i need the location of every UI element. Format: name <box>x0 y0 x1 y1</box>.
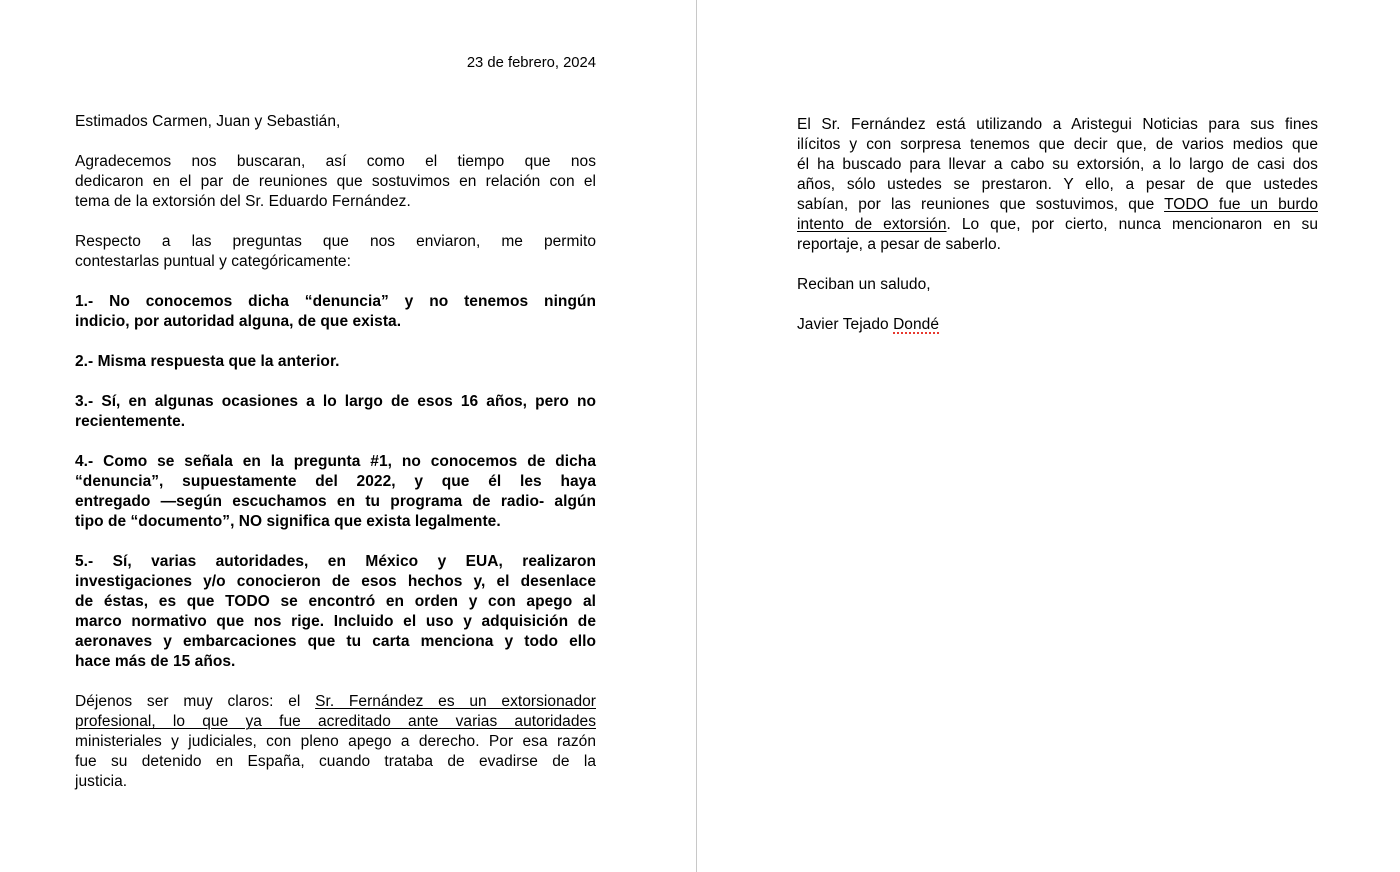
text-segment: indicio, por autoridad alguna, de que exista. <box>75 313 402 330</box>
letter-date: 23 de febrero, 2024 <box>466 55 596 71</box>
text-segment: contestarlas puntual y categóricamente: <box>75 253 351 270</box>
page-2-paragraphs <box>797 115 1318 335</box>
text-segment: años, sólo ustedes se prestaron. Y ello, a pesar de que ustedes <box>797 176 1318 193</box>
text-line <box>75 452 596 472</box>
text-segment: de éstas, es que TODO se encontró en orden y con apego al <box>75 593 596 610</box>
text-line <box>75 472 596 492</box>
paragraph-closing-statement <box>75 692 596 792</box>
text-line <box>797 195 1318 215</box>
text-segment: 1.- No conocemos dicha “denuncia” y no tenemos ningún <box>75 293 596 310</box>
text-segment: Reciban un saludo, <box>797 276 931 293</box>
text-segment: dedicaron en el par de reuniones que sostuvimos en relación con el <box>75 173 596 190</box>
letter-page-2 <box>697 0 1400 872</box>
text-segment: 3.- Sí, en algunas ocasiones a lo largo de esos 16 años, pero no <box>75 393 596 410</box>
text-segment: tema de la extorsión del Sr. Eduardo Fernández. <box>75 193 411 210</box>
text-line <box>75 152 596 172</box>
text-line <box>797 175 1318 195</box>
page-2-text-column <box>797 115 1318 355</box>
text-segment: justicia. <box>75 773 128 790</box>
answer-4 <box>75 452 596 532</box>
text-segment: ilícitos y con sorpresa tenemos que decir que, de varios medios que <box>797 136 1318 153</box>
text-line <box>75 632 596 652</box>
closing-salutation <box>797 275 1318 295</box>
paragraph-accusation <box>797 115 1318 255</box>
text-segment: fue su detenido en España, cuando trataba de evadirse de la <box>75 753 596 770</box>
answer-2 <box>75 352 596 372</box>
spellcheck-word: Dondé <box>893 316 939 333</box>
page-1-text-column <box>75 53 596 812</box>
text-segment: “denuncia”, supuestamente del 2022, y que él les haya <box>75 473 596 490</box>
text-line <box>797 275 1318 295</box>
text-line <box>75 512 596 532</box>
text-segment: entregado —según escuchamos en tu programa de radio- algún <box>75 493 596 510</box>
text-segment: Respecto a las preguntas que nos enviaron, me permito <box>75 233 596 250</box>
text-line <box>75 412 596 432</box>
text-line <box>797 235 1318 255</box>
text-segment: Agradecemos nos buscaran, así como el tiempo que nos <box>75 153 596 170</box>
underlined-phrase: TODO fue un burdo <box>1164 196 1318 213</box>
text-line <box>75 752 596 772</box>
underlined-phrase: profesional, lo que ya fue acreditado ante varias autoridades <box>75 713 596 730</box>
text-line <box>75 172 596 192</box>
letter-page-1 <box>0 0 696 872</box>
text-line <box>75 552 596 572</box>
text-line <box>75 252 596 272</box>
text-line <box>75 692 596 712</box>
text-line <box>75 652 596 672</box>
text-segment: tipo de “documento”, NO significa que exista legalmente. <box>75 513 501 530</box>
text-line <box>75 612 596 632</box>
text-line <box>75 352 596 372</box>
text-segment: Estimados Carmen, Juan y Sebastián, <box>75 113 341 130</box>
page-1-paragraphs <box>75 112 596 792</box>
text-line <box>75 312 596 332</box>
paragraph-thanks <box>75 152 596 212</box>
text-line <box>75 392 596 412</box>
answer-1 <box>75 292 596 332</box>
text-segment: aeronaves y embarcaciones que tu carta menciona y todo ello <box>75 633 596 650</box>
paragraph-intro-answers <box>75 232 596 272</box>
text-segment: 4.- Como se señala en la pregunta #1, no conocemos de dicha <box>75 453 596 470</box>
underlined-phrase: Sr. Fernández es un extorsionador <box>315 693 596 710</box>
text-segment: Déjenos ser muy claros: el <box>75 693 316 710</box>
text-segment: El Sr. Fernández está utilizando a Aristegui Noticias para sus fines <box>797 116 1318 133</box>
text-line <box>797 215 1318 235</box>
text-segment: 5.- Sí, varias autoridades, en México y EUA, realizaron <box>75 553 596 570</box>
text-segment: hace más de 15 años. <box>75 653 236 670</box>
text-segment: sabían, por las reuniones que sostuvimos, que <box>797 196 1165 213</box>
text-line <box>75 572 596 592</box>
text-line <box>797 155 1318 175</box>
text-line <box>797 315 1318 335</box>
text-segment: investigaciones y/o conocieron de esos hechos y, el desenlace <box>75 573 596 590</box>
text-line <box>75 732 596 752</box>
text-segment: marco normativo que nos rige. Incluido el uso y adquisición de <box>75 613 596 630</box>
text-line <box>75 112 596 132</box>
text-segment: 2.- Misma respuesta que la anterior. <box>75 353 340 370</box>
text-line <box>75 772 596 792</box>
underlined-phrase: intento de extorsión <box>797 216 947 233</box>
greeting <box>75 112 596 132</box>
text-line <box>797 115 1318 135</box>
text-segment: ministeriales y judiciales, con pleno apego a derecho. Por esa razón <box>75 733 596 750</box>
signature <box>797 315 1318 335</box>
text-line <box>75 592 596 612</box>
text-line <box>75 492 596 512</box>
text-segment: . Lo que, por cierto, nunca mencionaron en su <box>946 216 1318 233</box>
text-line <box>75 192 596 212</box>
text-segment: él ha buscado para llevar a cabo su extorsión, a lo largo de casi dos <box>797 156 1318 173</box>
text-line <box>75 292 596 312</box>
answer-5 <box>75 552 596 672</box>
text-line <box>797 135 1318 155</box>
text-line <box>75 712 596 732</box>
text-segment: recientemente. <box>75 413 186 430</box>
text-segment: reportaje, a pesar de saberlo. <box>797 236 1001 253</box>
text-segment: Javier Tejado <box>797 316 894 333</box>
text-line <box>75 232 596 252</box>
answer-3 <box>75 392 596 432</box>
